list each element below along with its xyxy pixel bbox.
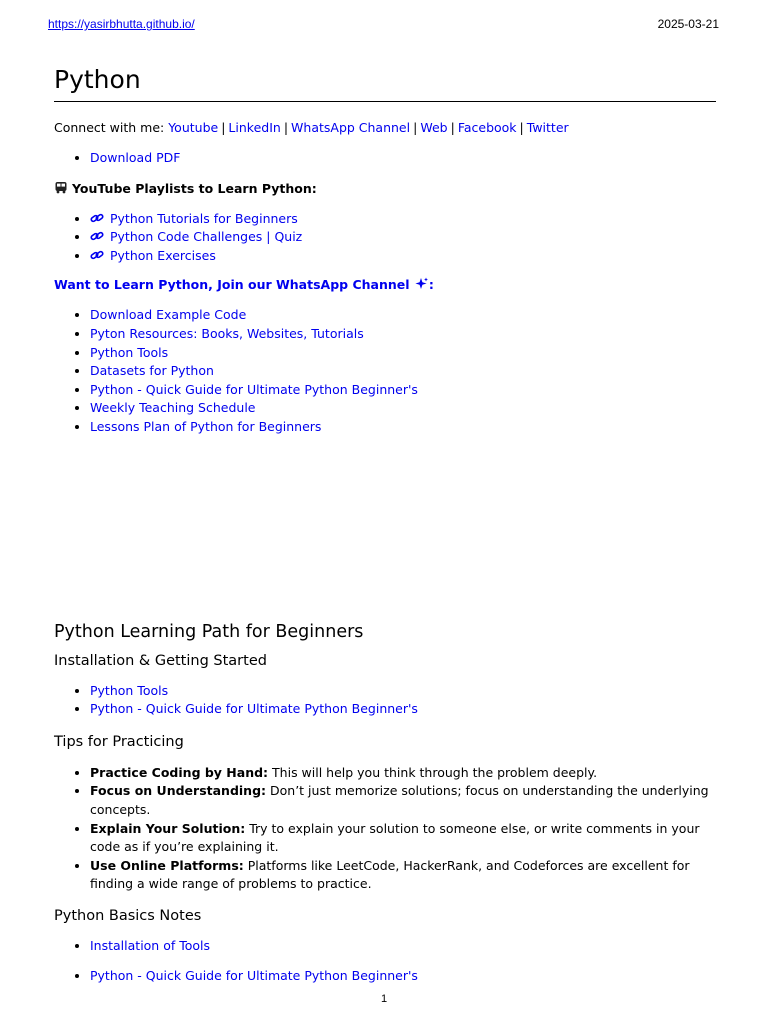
- document-body: [54, 64, 716, 986]
- resource-link[interactable]: Python - Quick Guide for Ultimate Python Beginner's: [90, 381, 418, 397]
- sparkles-icon: [414, 277, 429, 292]
- youtube-playlists-heading-text: YouTube Playlists to Learn Python:: [72, 180, 317, 196]
- tip-item: [90, 764, 716, 783]
- basics-list: [54, 937, 716, 956]
- tip-item: [90, 820, 716, 857]
- twitter-link[interactable]: Twitter: [526, 120, 569, 135]
- list-item: [90, 228, 716, 247]
- separator: |: [519, 120, 524, 135]
- installation-list: [54, 682, 716, 719]
- resource-link[interactable]: Lessons Plan of Python for Beginners: [90, 418, 322, 434]
- facebook-link[interactable]: Facebook: [457, 120, 517, 135]
- installation-heading: Installation & Getting Started: [54, 652, 267, 669]
- resource-link[interactable]: Download Example Code: [90, 307, 247, 323]
- resource-link[interactable]: Datasets for Python: [90, 363, 214, 379]
- resource-link[interactable]: Python Tools: [90, 344, 169, 360]
- playlist-link-exercises[interactable]: Python Exercises: [110, 247, 216, 263]
- list-item: [90, 967, 716, 986]
- page-title: Python: [54, 64, 716, 102]
- list-item: [90, 247, 716, 266]
- separator: |: [283, 120, 289, 135]
- installation-link[interactable]: Python - Quick Guide for Ultimate Python Beginner's: [90, 701, 418, 717]
- list-item: [90, 418, 716, 437]
- list-item: [90, 149, 716, 168]
- playlists-list: [54, 210, 716, 266]
- tip-text: This will help you think through the problem deeply.: [268, 764, 598, 780]
- source-url-link[interactable]: https://yasirbhutta.github.io/: [48, 17, 195, 31]
- installation-link[interactable]: Python Tools: [90, 682, 169, 698]
- youtube-link[interactable]: Youtube: [168, 120, 219, 135]
- learning-path-heading: Python Learning Path for Beginners: [54, 621, 364, 642]
- tip-title: Explain Your Solution:: [90, 820, 246, 836]
- whatsapp-channel-heading-link[interactable]: [54, 276, 716, 294]
- download-list: [54, 149, 716, 168]
- list-item: [90, 344, 716, 363]
- link-icon: [90, 247, 106, 266]
- separator: |: [413, 120, 418, 135]
- separator: |: [221, 120, 226, 135]
- list-item: [90, 399, 716, 418]
- download-pdf-link[interactable]: Download PDF: [90, 150, 181, 165]
- whatsapp-heading-suffix: :: [428, 277, 434, 293]
- connect-label: Connect with me:: [54, 120, 169, 135]
- print-date: 2025-03-21: [657, 17, 719, 31]
- tip-title: Practice Coding by Hand:: [90, 764, 269, 780]
- tip-item: [90, 857, 716, 894]
- link-icon: [90, 210, 106, 229]
- web-link[interactable]: Web: [420, 120, 448, 135]
- tip-item: [90, 782, 716, 819]
- basics-heading: Python Basics Notes: [54, 907, 202, 924]
- list-item: [90, 325, 716, 344]
- list-item: [90, 210, 716, 229]
- list-item: [90, 682, 716, 701]
- tip-text: Platforms like LeetCode, HackerRank, and Codeforces are excellent for finding a wide range of problems to practice.: [90, 857, 690, 892]
- linkedin-link[interactable]: LinkedIn: [228, 120, 281, 135]
- basics-link[interactable]: Python - Quick Guide for Ultimate Python Beginner's: [90, 968, 418, 984]
- connect-line: [54, 119, 716, 137]
- list-item: [90, 381, 716, 400]
- tip-text: Don’t just memorize solutions; focus on understanding the underlying concepts.: [90, 783, 709, 817]
- whatsapp-channel-link[interactable]: WhatsApp Channel: [291, 120, 411, 135]
- list-item: [90, 306, 716, 325]
- playlist-link-challenges[interactable]: Python Code Challenges | Quiz: [110, 229, 303, 245]
- tips-heading: Tips for Practicing: [54, 733, 184, 750]
- tip-text: Try to explain your solution to someone else, or write comments in your code as if you’re explaining it.: [90, 820, 700, 855]
- link-icon: [90, 228, 106, 247]
- resource-link[interactable]: Weekly Teaching Schedule: [90, 400, 256, 416]
- resources-list: [54, 306, 716, 436]
- basics-link[interactable]: Installation of Tools: [90, 937, 211, 953]
- youtube-playlists-heading: [54, 180, 716, 198]
- list-item: [90, 700, 716, 719]
- tips-list: [54, 764, 716, 894]
- tip-title: Focus on Understanding:: [90, 783, 267, 799]
- list-item: [90, 937, 716, 956]
- basics-list-2: [54, 967, 716, 986]
- list-item: [90, 362, 716, 381]
- whatsapp-heading-text: Want to Learn Python, Join our WhatsApp Channel: [54, 277, 410, 293]
- separator: |: [450, 120, 455, 135]
- resource-link[interactable]: Pyton Resources: Books, Websites, Tutorials: [90, 325, 364, 341]
- playlist-link-tutorials[interactable]: Python Tutorials for Beginners: [110, 210, 298, 226]
- page-number: 1: [380, 993, 388, 1005]
- tip-title: Use Online Platforms:: [90, 857, 244, 873]
- bus-icon: [54, 181, 72, 196]
